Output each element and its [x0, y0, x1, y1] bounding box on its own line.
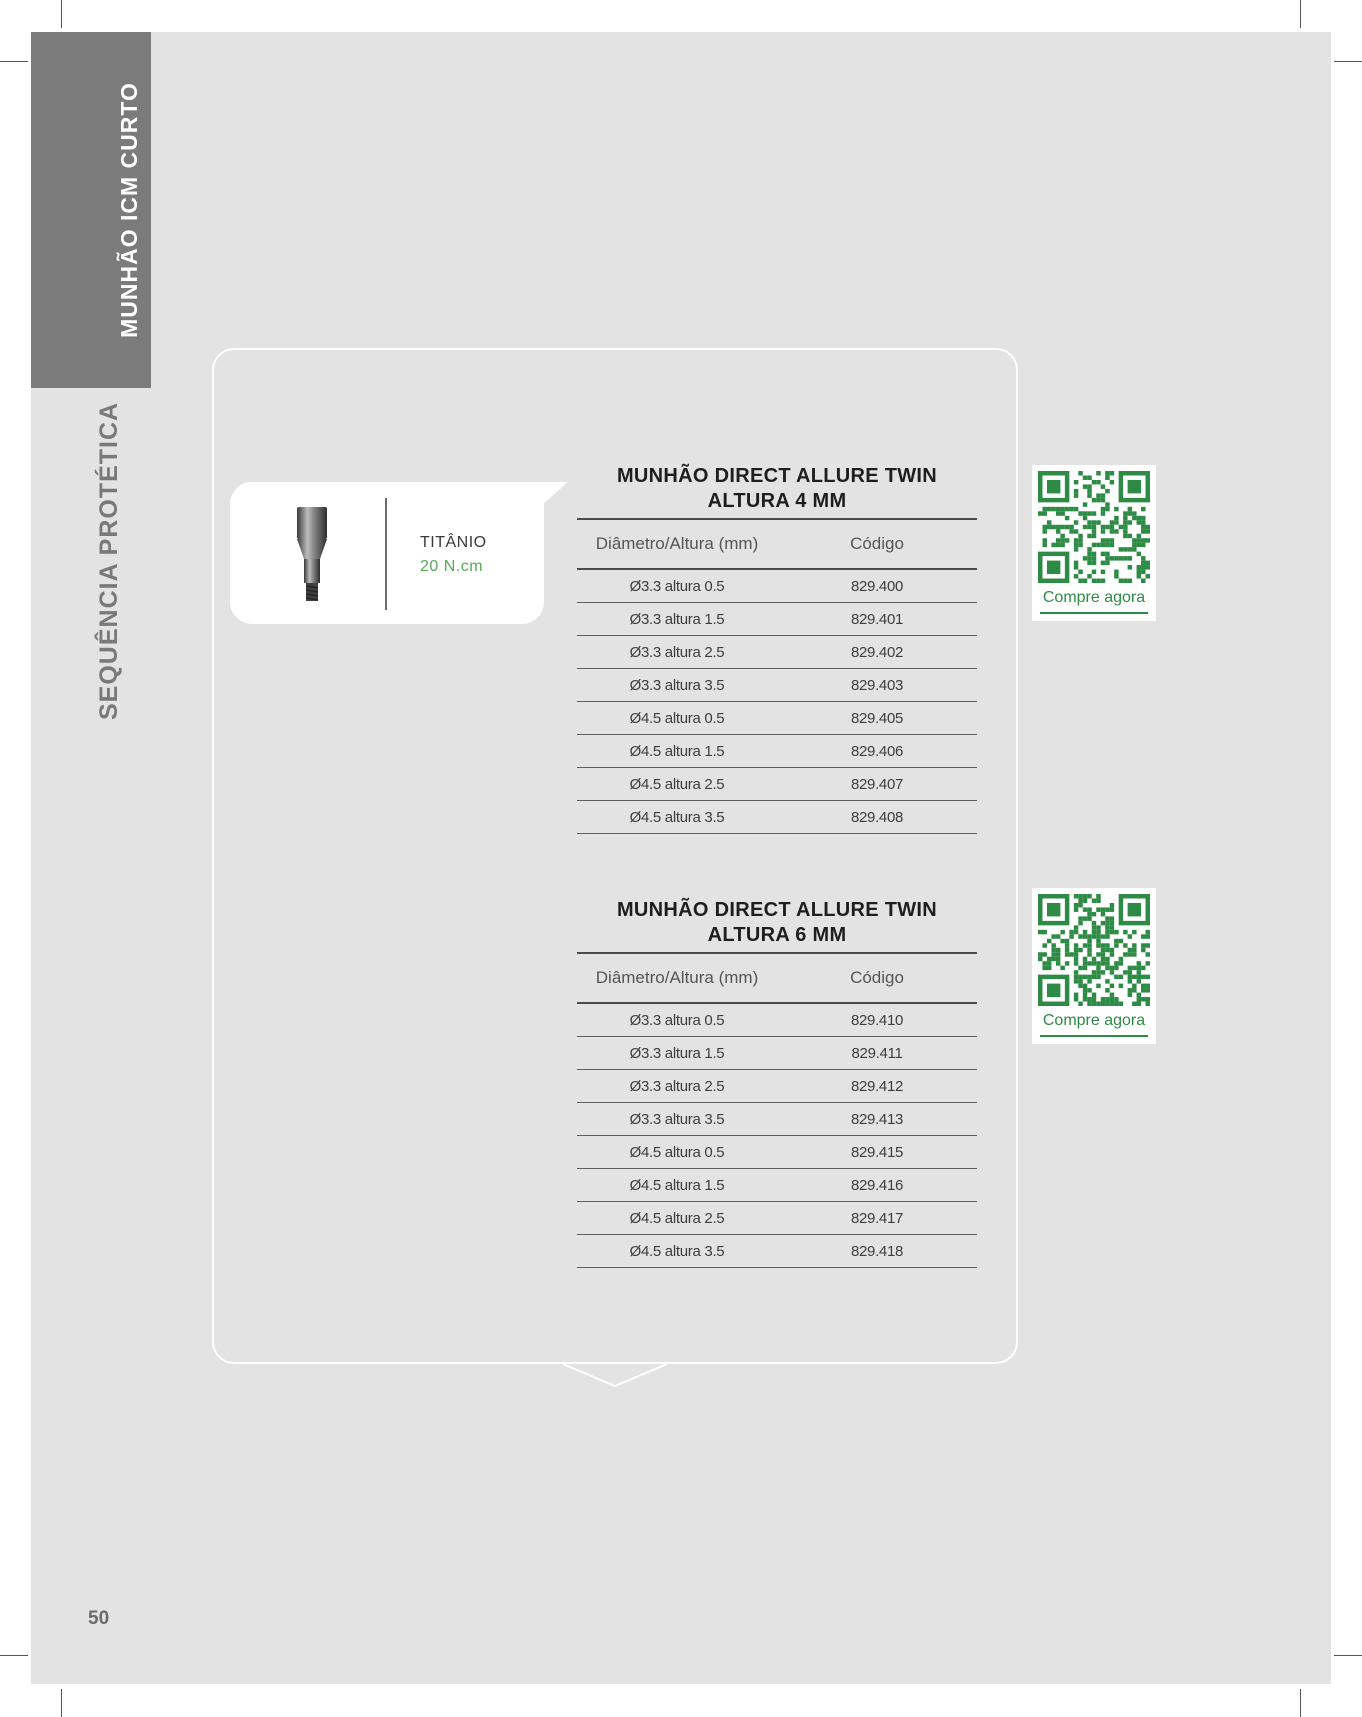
crop-mark	[61, 1689, 62, 1717]
crop-mark	[1300, 1689, 1301, 1717]
chapter-tab	[31, 32, 151, 388]
chapter-tab-label: MUNHÃO ICM CURTO	[116, 82, 142, 338]
product-card-divider	[385, 498, 387, 610]
buy-now-underline	[1040, 1035, 1148, 1037]
crop-mark	[61, 0, 62, 28]
size-cell: Ø3.3 altura 2.5	[629, 643, 725, 661]
product-table-6mm	[577, 898, 977, 1268]
code-cell: 829.413	[850, 1110, 904, 1128]
product-card	[230, 482, 544, 624]
table-header	[577, 520, 977, 568]
table-row	[577, 1136, 977, 1169]
table-subtitle: ALTURA 6 MM	[707, 924, 847, 946]
page-number: 50	[88, 1608, 110, 1629]
buy-now-link[interactable]: Compre agora	[1042, 1012, 1146, 1029]
abutment-image	[290, 505, 334, 609]
table-row	[577, 1070, 977, 1103]
crop-mark	[0, 1655, 28, 1656]
size-cell: Ø3.3 altura 3.5	[629, 676, 725, 694]
size-cell: Ø4.5 altura 1.5	[629, 1176, 725, 1194]
code-cell: 829.400	[850, 577, 904, 595]
table-row	[577, 1235, 977, 1268]
crop-mark	[1300, 0, 1301, 28]
size-cell: Ø4.5 altura 0.5	[629, 709, 725, 727]
table-row	[577, 1169, 977, 1202]
size-cell: Ø4.5 altura 3.5	[629, 808, 725, 826]
torque-label: 20 N.cm	[420, 558, 484, 575]
table-row	[577, 1037, 977, 1070]
size-cell: Ø4.5 altura 2.5	[629, 775, 725, 793]
column-header-size: Diâmetro/Altura (mm)	[595, 534, 759, 553]
table-body	[577, 570, 977, 834]
qr-card-4mm[interactable]	[1032, 465, 1156, 621]
table-row	[577, 1202, 977, 1235]
table-row	[577, 702, 977, 735]
section-label: SEQUÊNCIA PROTÉTICA	[95, 401, 123, 720]
size-cell: Ø3.3 altura 3.5	[629, 1110, 725, 1128]
code-cell: 829.411	[851, 1044, 903, 1062]
code-cell: 829.408	[850, 808, 904, 826]
code-cell: 829.410	[850, 1011, 904, 1029]
qr-card-6mm[interactable]	[1032, 888, 1156, 1044]
code-cell: 829.406	[850, 742, 904, 760]
table-row	[577, 1004, 977, 1037]
frame-pointer	[563, 1362, 671, 1388]
code-cell: 829.407	[850, 775, 904, 793]
table-row	[577, 669, 977, 702]
product-table-4mm	[577, 464, 977, 834]
table-row	[577, 735, 977, 768]
code-cell: 829.402	[850, 643, 904, 661]
code-cell: 829.416	[850, 1176, 904, 1194]
code-cell: 829.417	[850, 1209, 904, 1227]
material-label: TITÂNIO	[420, 534, 487, 551]
table-title: MUNHÃO DIRECT ALLURE TWIN	[616, 465, 938, 487]
size-cell: Ø3.3 altura 1.5	[629, 610, 725, 628]
table-row	[577, 801, 977, 834]
column-header-code: Código	[850, 534, 904, 553]
qr-code-icon[interactable]	[1038, 471, 1150, 583]
code-cell: 829.401	[850, 610, 904, 628]
qr-code-icon[interactable]	[1038, 894, 1150, 1006]
code-cell: 829.405	[850, 709, 904, 727]
column-header-size: Diâmetro/Altura (mm)	[595, 968, 759, 987]
size-cell: Ø4.5 altura 2.5	[629, 1209, 725, 1227]
size-cell: Ø4.5 altura 0.5	[629, 1143, 725, 1161]
crop-mark	[1334, 1655, 1362, 1656]
size-cell: Ø3.3 altura 2.5	[629, 1077, 725, 1095]
table-row	[577, 636, 977, 669]
table-body	[577, 1004, 977, 1268]
code-cell: 829.412	[850, 1077, 904, 1095]
buy-now-underline	[1040, 612, 1148, 614]
code-cell: 829.403	[850, 676, 904, 694]
code-cell: 829.415	[850, 1143, 904, 1161]
table-row	[577, 603, 977, 636]
table-row	[577, 570, 977, 603]
buy-now-link[interactable]: Compre agora	[1042, 589, 1146, 606]
size-cell: Ø3.3 altura 0.5	[629, 577, 725, 595]
crop-mark	[0, 61, 28, 62]
crop-mark	[1334, 61, 1362, 62]
table-row	[577, 768, 977, 801]
code-cell: 829.418	[850, 1242, 904, 1260]
table-row	[577, 1103, 977, 1136]
size-cell: Ø3.3 altura 1.5	[629, 1044, 725, 1062]
table-header	[577, 954, 977, 1002]
table-subtitle: ALTURA 4 MM	[707, 490, 847, 512]
product-card-tip	[543, 482, 569, 508]
size-cell: Ø4.5 altura 1.5	[629, 742, 725, 760]
column-header-code: Código	[850, 968, 904, 987]
table-title: MUNHÃO DIRECT ALLURE TWIN	[616, 899, 938, 921]
size-cell: Ø4.5 altura 3.5	[629, 1242, 725, 1260]
size-cell: Ø3.3 altura 0.5	[629, 1011, 725, 1029]
